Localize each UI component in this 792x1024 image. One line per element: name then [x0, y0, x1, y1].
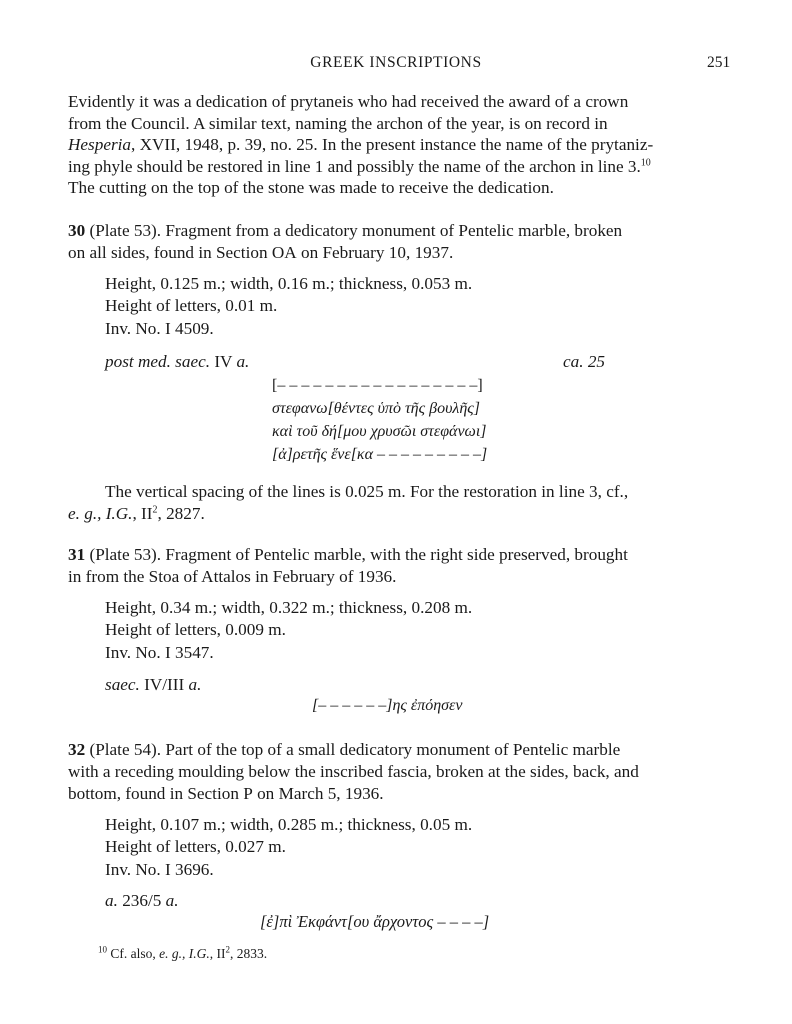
entry-30-inventory: Inv. No. I 4509.	[105, 319, 214, 338]
entry-31-desc-line-2: in from the Stoa of Attalos in February of 1936.	[68, 567, 397, 586]
entry-32-desc-line-2: with a receding moulding below the inscribed fascia, broken at the sides, back, and	[68, 762, 639, 781]
inscription-line-1: [ἐ]πὶ Ἐκφάντ[ου ἄρχοντος – – – –]	[260, 912, 490, 931]
intro-line-2: from the Council. A similar text, naming the archon of the year, is on record in	[68, 114, 608, 133]
entry-31-desc-line-1: 31 (Plate 53). Fragment of Pentelic marble, with the right side preserved, brought	[68, 545, 628, 564]
entry-31-letter-height: Height of letters, 0.009 m.	[105, 620, 286, 639]
intro-line-4: ing phyle should be restored in line 1 and possibly the name of the archon in line 3.10	[68, 157, 651, 176]
entry-32-letter-height: Height of letters, 0.027 m.	[105, 837, 286, 856]
intro-line-3: Hesperia, XVII, 1948, p. 39, no. 25. In the present instance the name of the prytaniz-	[68, 135, 654, 154]
inscription-line-3: καὶ τοῦ δή[μου χρυσῶι στεφάνωι]	[272, 423, 487, 440]
entry-32-desc-line-3: bottom, found in Section P on March 5, 1936.	[68, 784, 384, 803]
entry-number: 32	[68, 740, 86, 759]
intro-line-5: The cutting on the top of the stone was made to receive the dedication.	[68, 178, 554, 197]
entry-31-date: saec. IV/III a.	[105, 675, 202, 694]
entry-30-date: post med. saec. IV a.	[105, 352, 250, 371]
entry-32-inventory: Inv. No. I 3696.	[105, 860, 214, 879]
entry-30-dimensions: Height, 0.125 m.; width, 0.16 m.; thickness, 0.053 m.	[105, 274, 473, 293]
footnote: $^{10}$ Cf. also, e. g., I.G., $II^2$, 2833.	[98, 944, 268, 961]
entry-30-letter-count: ca. 25	[563, 352, 606, 371]
journal-title: Hesperia	[68, 135, 132, 154]
entry-30-desc-line-1: 30 (Plate 53). Fragment from a dedicatory monument of Pentelic marble, broken	[68, 221, 623, 240]
entry-number: 31	[68, 545, 86, 564]
page-number: 251	[707, 54, 731, 71]
inscription-line-2: στεφανω[θέντες ὑπὸ τῆς βουλῆς]	[272, 400, 480, 417]
entry-number: 30	[68, 221, 86, 240]
entry-31-dimensions: Height, 0.34 m.; width, 0.322 m.; thickness, 0.208 m.	[105, 598, 473, 617]
entry-30-note-line-2: e. g., I.G., $II^2$, 2827.	[68, 504, 205, 523]
entry-32-dimensions: Height, 0.107 m.; width, 0.285 m.; thickness, 0.05 m.	[105, 815, 473, 834]
section-label: P	[243, 784, 253, 803]
footnote-ref[interactable]: 10	[640, 157, 651, 169]
footnote-mark: 10	[98, 944, 107, 955]
entry-32-desc-line-1: 32 (Plate 54). Part of the top of a small dedicatory monument of Pentelic marble	[68, 740, 621, 759]
inscription-line-1: [– – – – – –]ης ἐπόησεν	[312, 697, 463, 714]
intro-line-1: Evidently it was a dedication of prytaneis who had received the award of a crown	[68, 92, 629, 111]
entry-30-note-line-1: The vertical spacing of the lines is 0.025 m. For the restoration in line 3, cf.,	[105, 482, 629, 501]
entry-31-inventory: Inv. No. I 3547.	[105, 643, 214, 662]
running-header: GREEK INSCRIPTIONS	[310, 54, 482, 71]
section-label: OA	[271, 243, 297, 262]
entry-30-letter-height: Height of letters, 0.01 m.	[105, 296, 278, 315]
inscription-line-1: [– – – – – – – – – – – – – – – – –]	[272, 377, 483, 394]
inscription-line-4: [ἀ]ρετῆς ἕνε[κα – – – – – – – – –]	[272, 446, 488, 463]
entry-30-desc-line-2: on all sides, found in Section OA on February 10, 1937.	[68, 243, 454, 262]
entry-32-date: a. 236/5 a.	[105, 891, 179, 910]
